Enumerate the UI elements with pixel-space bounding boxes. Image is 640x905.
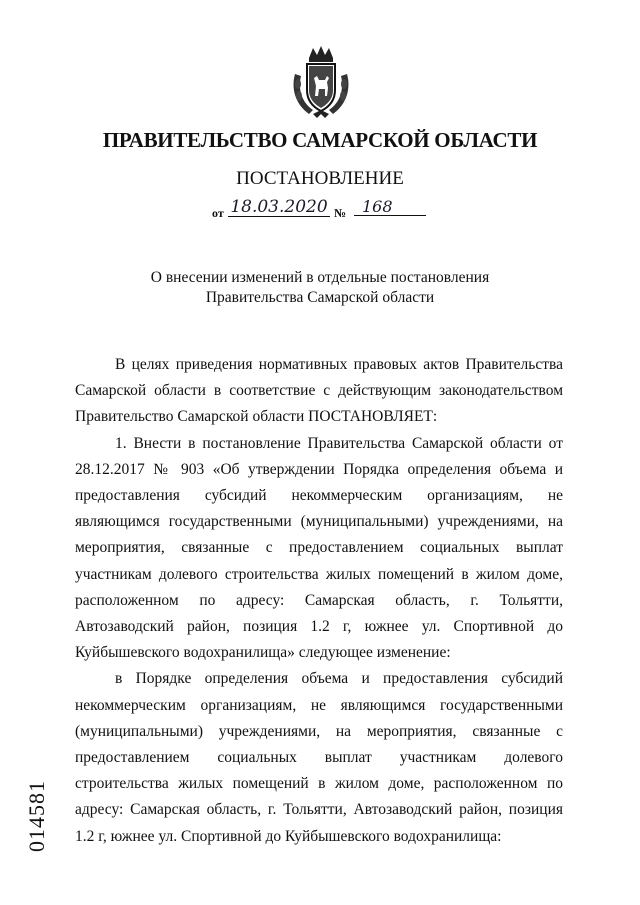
paragraph-amendment: в Порядке определения объема и предоставления субсидий некоммерческим организациям, не являющимся государственными (муниципальными) учреждениями, на мероприятия, связанные с предоставлением социальных выплат участникам долевого строительства жилых помещений в жилом доме, расположенном по адресу: Самарская область, г. Тольятти, Автозаводский район, позиция 1.2 г, южнее ул. Спортивной до Куйбышевского водохранилища: [75,670,563,845]
subject-line-2: Правительства Самарской области [205,289,435,306]
paragraph-item-1: 1. Внести в постановление Правительства Самарской области от 28.12.2017 № 903 «Об утверждении Порядка определения объема и предоставления субсидий некоммерческим организациям, не являющимся государственными (муниципальными) учреждениями, на мероприятия, связанные с предоставлением социальных выплат участникам долевого строительства жилых помещений в жилом доме, расположенном по адресу: Самарская область, г. Тольятти, Автозаводский район, позиция 1.2 г, южнее ул. Спортивной до Куйбышевского водохранилища» следующее изменение: [75,434,563,662]
number-sign: № [334,206,347,220]
number-value: 168 [354,198,426,216]
document-body [75,352,563,850]
margin-registration-number: 014581 [24,780,49,852]
date-number-line [212,198,442,222]
date-value: 18.03.2020 [228,198,330,217]
subject-line-1: О внесении изменений в отдельные постановления [150,269,490,286]
paragraph-preamble: В целях приведения нормативных правовых актов Правительства Самарской области в соответствие с действующим законодательством Правительство Самарской области ПОСТАНОВЛЯЕТ: [75,356,563,426]
date-prefix: от [212,206,224,220]
document-type: ПОСТАНОВЛЕНИЕ [236,168,404,189]
government-title: ПРАВИТЕЛЬСТВО САМАРСКОЙ ОБЛАСТИ [102,128,538,152]
samara-coat-of-arms-icon [289,44,353,120]
document-subject [0,268,640,308]
